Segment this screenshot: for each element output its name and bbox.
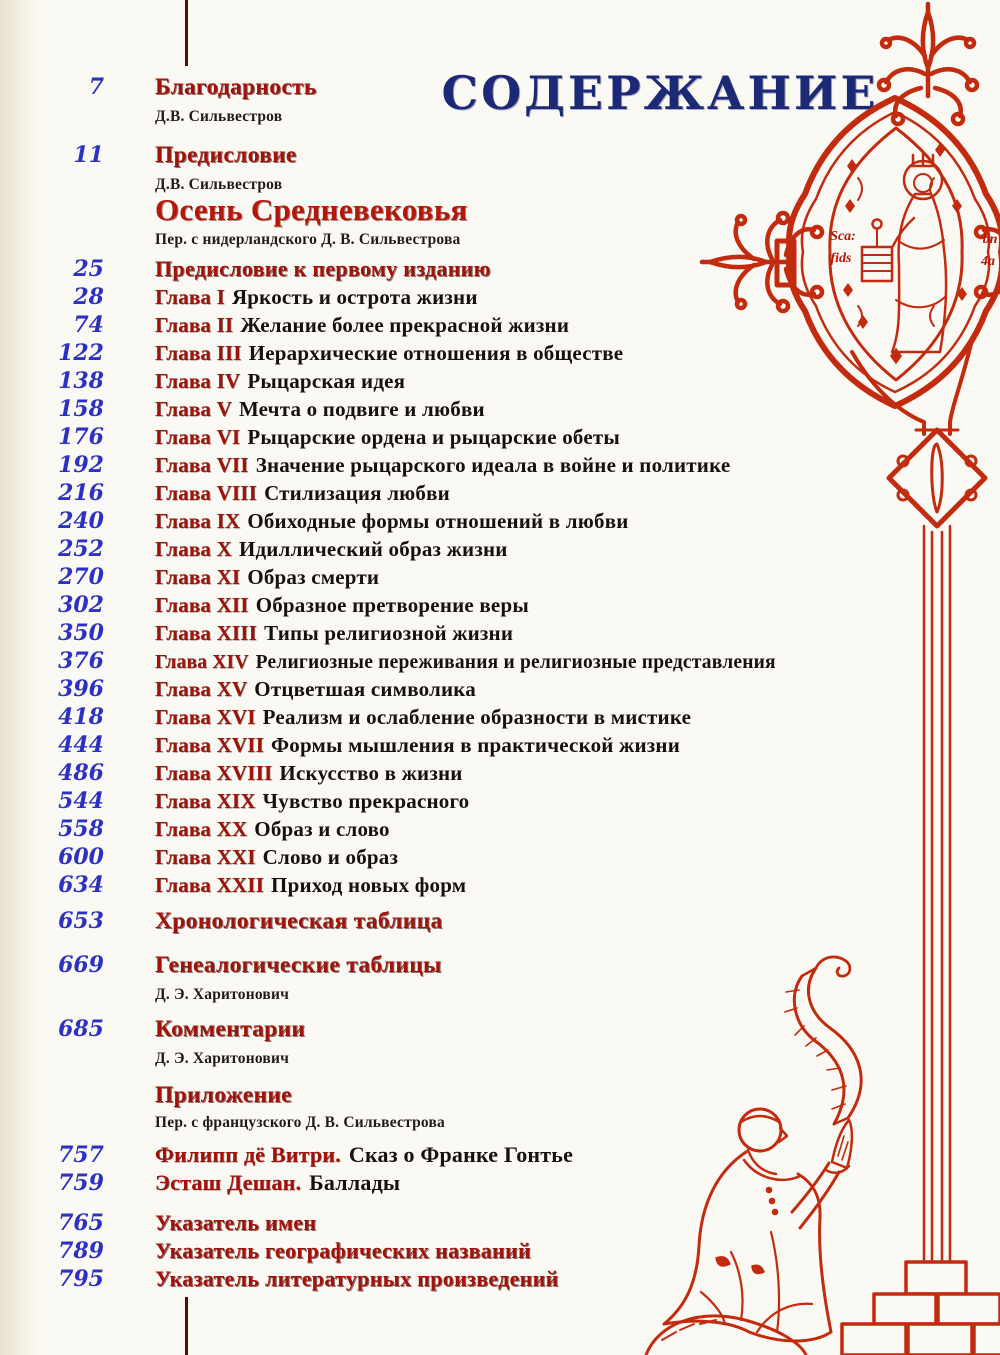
entry-title: Хронологическая таблица [155, 908, 443, 934]
page-number: 418 [58, 704, 104, 730]
page-number: 444 [58, 732, 104, 758]
chapter-label: Глава II [155, 313, 234, 337]
toc-row-chapter [0, 844, 700, 870]
toc-row-chapter [0, 340, 700, 366]
seal-text-fids: fids [830, 251, 852, 266]
page-number: 216 [58, 480, 104, 506]
page-number: 669 [58, 952, 104, 978]
chapter-label: Глава XX [155, 817, 248, 841]
toc-row-chapter [0, 620, 700, 646]
toc-row-chapter [0, 480, 700, 506]
chapter-label: Глава IV [155, 369, 241, 393]
entry-subtitle: Д.В. Сильвестров [155, 176, 283, 193]
chapter-title: Образное претворение веры [255, 593, 529, 617]
chapter-label: Глава XVI [155, 705, 256, 729]
chapter-label: Глава XI [155, 565, 241, 589]
chapter-title: Типы религиозной жизни [264, 621, 514, 645]
toc-row-chapter [0, 508, 700, 534]
chapter-title: Религиозные переживания и религиозные представления [255, 652, 776, 673]
entry-subtitle: Пер. с французского Д. В. Сильвестрова [155, 1114, 445, 1131]
bottom-rule-mark [185, 1297, 188, 1355]
author-name: Эсташ Дешан. [155, 1170, 302, 1195]
toc-row-appendix-item [0, 1170, 700, 1196]
page-number: 757 [58, 1142, 104, 1168]
entry-title: Приложение [155, 1082, 292, 1108]
toc-row-chapter [0, 592, 700, 618]
chapter-title: Отцветшая символика [254, 677, 476, 701]
entry-title: Благодарность [155, 74, 317, 100]
toc-row-chapter [0, 396, 700, 422]
chapter-title: Идиллический образ жизни [238, 537, 508, 561]
book-title: Осень Средневековья [155, 192, 468, 227]
chapter-title: Образ смерти [247, 565, 380, 589]
page-number: 634 [58, 872, 104, 898]
chapter-title: Иерархические отношения в обществе [248, 341, 624, 365]
entry-title: Указатель географических названий [155, 1238, 531, 1263]
toc-row-foreword [0, 142, 700, 169]
top-rule-mark [185, 0, 188, 66]
toc-row-chapter [0, 424, 700, 450]
page-number: 138 [58, 368, 104, 394]
toc-row-chapter [0, 676, 700, 702]
page-number: 685 [58, 1016, 104, 1042]
work-title: Баллады [309, 1170, 401, 1195]
toc-row-chapter [0, 732, 700, 758]
toc-row-first-edition-preface [0, 256, 700, 282]
chapter-title: Формы мышления в практической жизни [271, 733, 680, 757]
chapter-label: Глава IX [155, 509, 241, 533]
chapter-title: Реализм и ослабление образности в мистике [262, 705, 692, 729]
page-number: 789 [58, 1238, 104, 1264]
chapter-title: Приход новых форм [271, 873, 467, 897]
seal-text-right-1: bn [982, 232, 998, 247]
page-number: 158 [58, 396, 104, 422]
page-number: 558 [58, 816, 104, 842]
toc-row-chapter [0, 564, 700, 590]
toc-row-chapter [0, 284, 700, 310]
chapter-label: Глава VIII [155, 481, 258, 505]
chapter-label: Глава VI [155, 425, 241, 449]
toc-row-commentary [0, 1016, 700, 1043]
toc-row-chapter [0, 816, 700, 842]
toc-row-appendix-item [0, 1142, 700, 1168]
page-number: 795 [58, 1266, 104, 1292]
page-number: 176 [58, 424, 104, 450]
page-number: 765 [58, 1210, 104, 1236]
chapter-title: Рыцарские ордена и рыцарские обеты [247, 425, 620, 449]
chapter-label: Глава X [155, 537, 232, 561]
toc-row-index-geo [0, 1238, 700, 1264]
chapter-label: Глава XXII [155, 873, 265, 897]
chapter-title: Обиходные формы отношений в любви [247, 509, 629, 533]
chapter-title: Мечта о подвиге и любви [238, 397, 485, 421]
toc-row-genealogy [0, 952, 700, 979]
page-number: 544 [58, 788, 104, 814]
toc-row-chapter [0, 312, 700, 338]
chapter-label: Глава VII [155, 453, 249, 477]
chapter-label: Глава XXI [155, 845, 256, 869]
chapter-label: Глава I [155, 285, 225, 309]
page-number: 252 [58, 536, 104, 562]
page-number: 486 [58, 760, 104, 786]
page-number: 376 [58, 648, 104, 674]
entry-title: Предисловие к первому изданию [155, 256, 491, 281]
toc-row-book-title [0, 192, 700, 228]
toc-row-chronology [0, 908, 700, 935]
book-subtitle: Пер. с нидерландского Д. В. Сильвестрова [155, 231, 461, 248]
page-number: 396 [58, 676, 104, 702]
page-number: 192 [58, 452, 104, 478]
toc-row-index-names [0, 1210, 700, 1236]
chapter-label: Глава XVII [155, 733, 265, 757]
toc-row-chapter [0, 760, 700, 786]
page-title: СОДЕРЖАНИЕ [441, 66, 879, 120]
chapter-title: Рыцарская идея [247, 369, 406, 393]
page-number: 74 [73, 312, 104, 338]
entry-subtitle: Д.В. Сильвестров [155, 108, 283, 125]
chapter-label: Глава XIV [155, 652, 249, 673]
chapter-title: Стилизация любви [264, 481, 450, 505]
page-number: 25 [73, 256, 104, 282]
chapter-label: Глава XIII [155, 621, 258, 645]
author-name: Филипп дё Витри. [155, 1142, 341, 1167]
toc-row-index-works [0, 1266, 700, 1292]
page-number: 7 [88, 74, 104, 100]
chapter-title: Образ и слово [254, 817, 390, 841]
page-number: 759 [58, 1170, 104, 1196]
entry-title: Указатель литературных произведений [155, 1266, 559, 1291]
page-number: 122 [58, 340, 104, 366]
page-number: 600 [58, 844, 104, 870]
entry-title: Комментарии [155, 1016, 306, 1042]
entry-subtitle: Д. Э. Харитонович [155, 1050, 290, 1067]
chapter-label: Глава XIX [155, 789, 256, 813]
entry-title: Указатель имен [155, 1210, 317, 1235]
chapter-label: Глава V [155, 397, 232, 421]
toc-row-chapter [0, 704, 700, 730]
page-number: 653 [58, 908, 104, 934]
entry-subtitle: Д. Э. Харитонович [155, 986, 290, 1003]
toc-row-acknowledgements [0, 74, 700, 101]
chapter-label: Глава XV [155, 677, 248, 701]
chapter-title: Искусство в жизни [279, 761, 463, 785]
toc-row-chapter [0, 648, 776, 674]
toc-row-chapter [0, 368, 700, 394]
page-number: 350 [58, 620, 104, 646]
seal-text-sca: Sca: [830, 229, 856, 244]
toc-row-appendix [0, 1082, 700, 1109]
chapter-label: Глава XII [155, 593, 249, 617]
chapter-title: Чувство прекрасного [262, 789, 470, 813]
entry-title: Предисловие [155, 142, 297, 168]
toc-row-chapter [0, 536, 700, 562]
page-number: 11 [73, 142, 104, 168]
toc-row-chapter [0, 452, 731, 478]
page-number: 240 [58, 508, 104, 534]
chapter-label: Глава III [155, 341, 242, 365]
chapter-title: Значение рыцарского идеала в войне и политике [255, 453, 731, 477]
chapter-title: Желание более прекрасной жизни [240, 313, 570, 337]
chapter-title: Слово и образ [262, 845, 399, 869]
page-number: 28 [73, 284, 104, 310]
page-number: 302 [58, 592, 104, 618]
chapter-label: Глава XVIII [155, 761, 273, 785]
entry-title: Генеалогические таблицы [155, 952, 442, 978]
work-title: Сказ о Франке Гонтье [348, 1142, 574, 1167]
chapter-title: Яркость и острота жизни [231, 285, 478, 309]
toc-row-chapter [0, 872, 700, 898]
seal-text-right-2: 4a [981, 254, 995, 269]
toc-row-chapter [0, 788, 700, 814]
page-number: 270 [58, 564, 104, 590]
